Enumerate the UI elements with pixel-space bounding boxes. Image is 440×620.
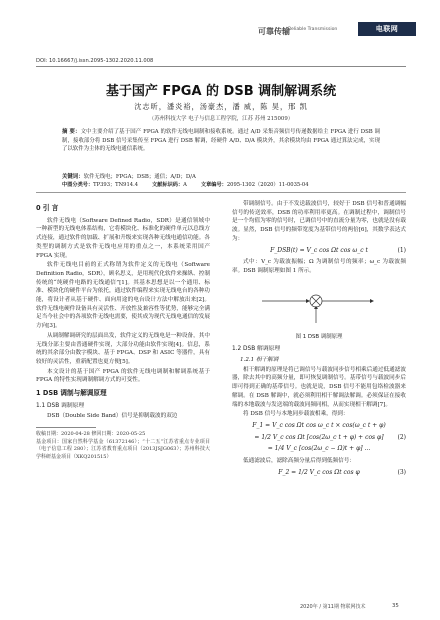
doccode-label: 文献标识码： <box>152 182 184 188</box>
articleno-field <box>201 181 309 188</box>
right-paragraph-2: 式中：V_c 为载波振幅；Ω 为调制信号的频率；ω_c 为载波频率。DSB 调制原理如图 1 所示。 <box>232 259 406 274</box>
article-affiliation: （苏州科技大学 电子与信息工程学院，江苏 苏州 215009） <box>148 116 294 122</box>
formula-2-number: (2) <box>397 433 406 441</box>
clc-value: TP393；TN914.4 <box>93 182 139 188</box>
keywords <box>62 173 380 181</box>
formula-1 <box>232 247 406 256</box>
formula-2c <box>232 445 406 454</box>
header-divider <box>36 66 406 67</box>
intro-paragraph-4: 本文设计的基于国产 FPGA 的软件无线电调制和解调系统基于 FPGA 的特性实现调制解调方式的可变性。 <box>36 368 210 384</box>
carrier-arrow-icon <box>314 306 318 309</box>
footer-issue: 2020年 / 第11期 物联网技术 <box>300 604 366 610</box>
figure-1-caption: 图 1 DSB 调制原理 <box>295 333 343 340</box>
formula-2c-text: = 1/4 V_c [cos(2ω_c − Ω)t + φ] ... <box>267 445 371 453</box>
section121-heading: 1.2.1 相干解调 <box>240 357 279 364</box>
doi: DOI: 10.16667/j.issn.2095-1302.2020.11.008 <box>36 58 154 64</box>
journal-column-label: 可靠传输 <box>258 27 290 36</box>
keywords-label: 关键词： <box>62 174 84 180</box>
keywords-text: 软件无线电；FPGA；DSB；通信；A/D；D/A <box>83 174 196 180</box>
right-paragraph-1: 带调制信号。由于不发送载波信号，较好于 DSB 信号和普通调幅信号的传送效率，DSB 的功率利用率更高。在调制过程中，调制信号是一个均值为零的信号时，已调信号中的直流分量为零，也就是没有载波。显然，DSB 信号的频带宽度为基带信号的两倍[6]，其数学表达式为： <box>232 201 406 242</box>
clc-field <box>62 181 138 188</box>
abstract <box>62 128 380 154</box>
intro-paragraph-3: 从调制解调研究的层面出发，软件定义的无线电是一种设备，其中无线分部主要由普通硬件实现，大部分功能由软件实现[4]。信息，系统的其余部分由数字模块、基于 FPGA、DSP 和 ASIC 等器件，具有较好的灵活性，重新配置也更方便[5]。 <box>36 332 210 365</box>
left-column <box>36 200 210 462</box>
formula-2b <box>232 434 406 443</box>
article-authors: 沈志昕，潘炎裕，汤豪杰，潘 威，陈 昊，邢 凯 <box>134 102 308 111</box>
page-number: 35 <box>392 603 399 609</box>
articleno-label: 文章编号： <box>200 182 227 188</box>
article-title: 基于国产 FPGA 的 DSB 调制解调系统 <box>105 84 337 99</box>
article-meta <box>62 181 402 188</box>
journal-column-label-en: Reliable Transmission <box>288 27 338 32</box>
footnote-divider <box>36 427 96 428</box>
output-arrow-icon <box>370 299 374 303</box>
intro-heading: 0 引 言 <box>36 204 59 212</box>
formula-3-text: F_2 = 1/2 V_c cos Ωt cos φ <box>278 468 360 476</box>
section11-paragraph: DSB（Double Side Band）信号是抑制载波的双边 <box>47 413 178 420</box>
input-arrow-icon <box>306 299 310 303</box>
doccode-field <box>152 181 187 188</box>
meta-divider <box>36 192 406 193</box>
figure-1 <box>232 279 406 331</box>
clc-label: 中图分类号： <box>62 182 94 188</box>
journal-header <box>0 0 440 44</box>
formula-2 <box>232 422 406 431</box>
formula-1-text: F_DSB(t) = V_c cos Ωt cos ω_c t <box>270 246 368 254</box>
formula-2-text: F_1 = V_c cos Ωt cos ω_c t × cos(ω_c t + φ) <box>252 421 386 429</box>
formula-3 <box>232 469 406 478</box>
articleno-value: 2095-1302（2020）11-0035-04 <box>226 182 309 188</box>
section12-heading: 1.2 DSB 解调原理 <box>232 346 281 353</box>
formula-2b-text: = 1/2 V_c cos Ωt [cos(2ω_c t + φ) + cos φ] <box>254 433 384 441</box>
doccode-value: A <box>183 182 187 188</box>
intro-paragraph-2: 软件无线电目前的正式称谓为软件定义的无线电（Software Definition Radio，SDR），顾名思义，是用现代化软件来操纵、控制传统的“纯硬件电路的无线通信”[1]。其基本思想是以一个通用、标准、模块化的硬件平台为依托，通过软件编程来实现无线电台的各种功能，将设计者从基于硬件、面向用途的电台设计方法中解放出来[2]。软件无线电硬件设备具有灵活性、开放性及兼容性等优势，能够完全满足当今社会中的各项软件无线电需要，使其成为现代无线电通信的发展方向[3]。 <box>36 262 210 330</box>
right-column <box>232 200 406 480</box>
footnote-received: 收稿日期：2020-04-28 修回日期：2020-05-25 <box>36 431 146 438</box>
intro-paragraph-1: 软件无线电（Software Defined Radio，SDR）是通信领域中一种新型的无线电体系结构，它将模块化、标准化的硬件单元以总线方式连接，通过软件的加载、扩展和升级来实现各种无线电通信功能。各类型的调制方式是软件无线电应用的重点之一，本系统采用国产 FPGA 实现。 <box>36 217 210 259</box>
section1-heading: 1 DSB 调制与解调原理 <box>36 389 107 398</box>
formula-3-number: (3) <box>397 468 406 476</box>
footnote-fund: 基金项目：国家自然科学基金（61372146）；“十二五”江苏省重点专业项目（电子信息工程 280）；江苏省教育重点项目（2013JSJG063）；苏州科技大学科研基金项目（XKQ201515） <box>36 438 210 460</box>
section11-heading: 1.1 DSB 调制原理 <box>36 402 85 409</box>
abstract-text: 文中主要介绍了基于国产 FPGA 的软件无线电调制和接收系统。通过 A/D 采集音频信号传递数据给主 FPGA 进行 DSB 调制，接收部分将 DSB 信号采集传至 FPGA 进行 DSB 解调，经硬件 A/D、D/A 模块外，其余模块均由 FPGA 通过算法完成，实现了以软件为主体的无线电通信系统。 <box>62 129 380 153</box>
section12-paragraph: 相干解调的原理是将已调信号与载波同步信号相乘后通过低通滤波器，除去其中的高频分量，即可恢复调制信号。基带信号与载波同步后即可得到正确的基带信号。也就是说，DSB 信号不能用包络检波器来解调。在 DSB 解调中，就必须利用相干解调法解调。必须保证在接收端的本地载波与发送端的载波同频同相，从而实现相干解调[7]。 <box>232 366 406 408</box>
abstract-label: 摘 要： <box>62 129 81 135</box>
dsb-modulation-diagram <box>232 279 406 331</box>
formula-1-number: (1) <box>397 246 406 254</box>
right-paragraph-3: 将 DSB 信号与本地同步载波相乘，得到： <box>243 411 349 418</box>
right-paragraph-4: 低通滤波后，滤除高频分量后得到低频信号： <box>243 458 355 465</box>
logo-text: 电联网 <box>375 25 399 33</box>
journal-logo <box>358 22 416 36</box>
